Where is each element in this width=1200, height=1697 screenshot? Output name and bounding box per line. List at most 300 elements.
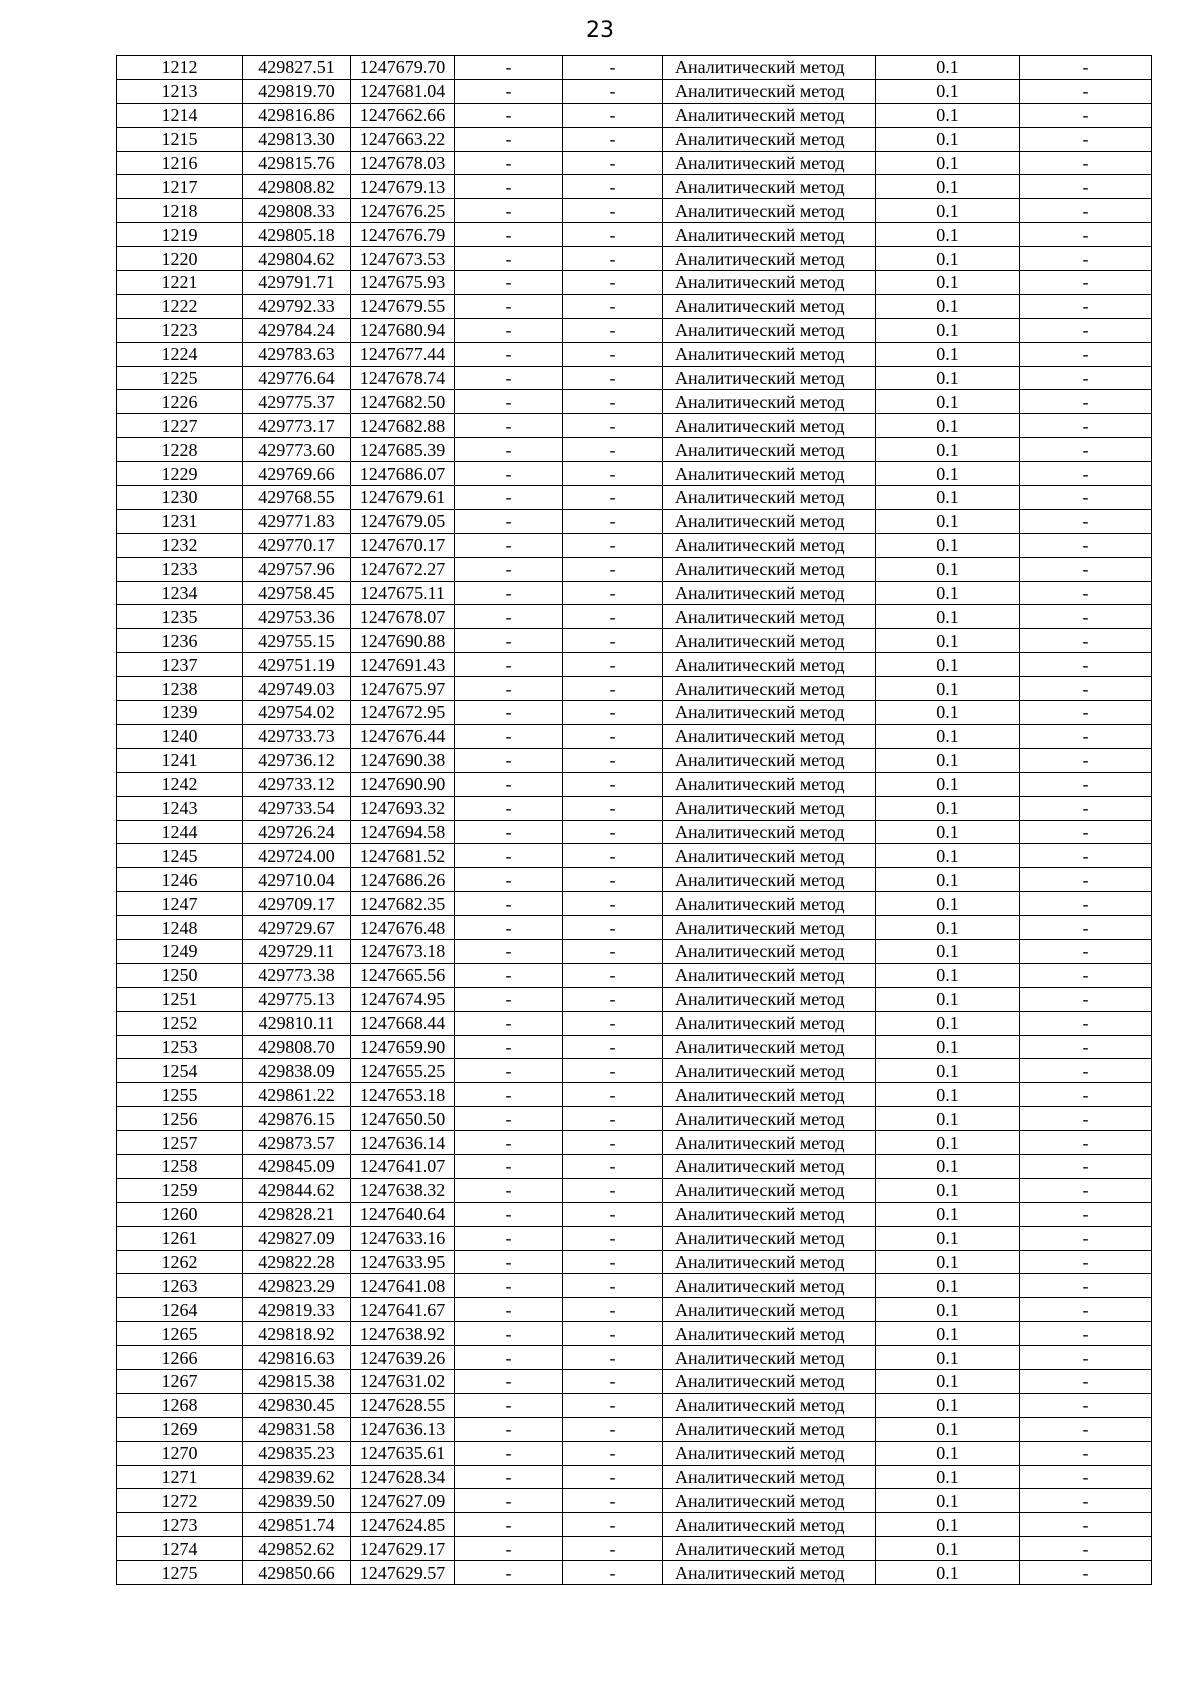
table-row <box>117 844 1152 868</box>
precision-cell: 0.1 <box>876 1154 1020 1178</box>
y-coordinate-cell: 1247665.56 <box>351 963 455 987</box>
empty-cell-a: - <box>455 56 563 80</box>
table-row <box>117 1154 1152 1178</box>
table-row <box>117 1226 1152 1250</box>
empty-cell-a: - <box>455 820 563 844</box>
empty-cell-a: - <box>455 127 563 151</box>
precision-cell: 0.1 <box>876 653 1020 677</box>
empty-cell-a: - <box>455 605 563 629</box>
empty-cell-b: - <box>563 79 663 103</box>
point-number-cell: 1223 <box>117 318 243 342</box>
table-row <box>117 868 1152 892</box>
x-coordinate-cell: 429733.73 <box>243 724 351 748</box>
x-coordinate-cell: 429736.12 <box>243 748 351 772</box>
point-number-cell: 1220 <box>117 247 243 271</box>
empty-cell-a: - <box>455 318 563 342</box>
x-coordinate-cell: 429813.30 <box>243 127 351 151</box>
y-coordinate-cell: 1247680.94 <box>351 318 455 342</box>
precision-cell: 0.1 <box>876 1202 1020 1226</box>
empty-cell-b: - <box>563 987 663 1011</box>
table-row <box>117 223 1152 247</box>
empty-cell-a: - <box>455 1011 563 1035</box>
y-coordinate-cell: 1247640.64 <box>351 1202 455 1226</box>
table-row <box>117 533 1152 557</box>
method-cell: Аналитический метод <box>663 509 876 533</box>
point-number-cell: 1254 <box>117 1059 243 1083</box>
x-coordinate-cell: 429773.38 <box>243 963 351 987</box>
y-coordinate-cell: 1247679.61 <box>351 486 455 510</box>
empty-cell-b: - <box>563 366 663 390</box>
empty-cell-c: - <box>1020 1202 1152 1226</box>
precision-cell: 0.1 <box>876 56 1020 80</box>
empty-cell-b: - <box>563 175 663 199</box>
table-row <box>117 1059 1152 1083</box>
empty-cell-a: - <box>455 1226 563 1250</box>
empty-cell-a: - <box>455 414 563 438</box>
empty-cell-c: - <box>1020 963 1152 987</box>
y-coordinate-cell: 1247681.52 <box>351 844 455 868</box>
empty-cell-a: - <box>455 1178 563 1202</box>
empty-cell-b: - <box>563 1011 663 1035</box>
point-number-cell: 1233 <box>117 557 243 581</box>
precision-cell: 0.1 <box>876 1513 1020 1537</box>
x-coordinate-cell: 429757.96 <box>243 557 351 581</box>
table-row <box>117 772 1152 796</box>
method-cell: Аналитический метод <box>663 1202 876 1226</box>
x-coordinate-cell: 429827.09 <box>243 1226 351 1250</box>
point-number-cell: 1270 <box>117 1441 243 1465</box>
empty-cell-a: - <box>455 79 563 103</box>
point-number-cell: 1214 <box>117 103 243 127</box>
table-row <box>117 677 1152 701</box>
point-number-cell: 1247 <box>117 892 243 916</box>
empty-cell-b: - <box>563 1083 663 1107</box>
method-cell: Аналитический метод <box>663 1537 876 1561</box>
table-row <box>117 1178 1152 1202</box>
point-number-cell: 1237 <box>117 653 243 677</box>
y-coordinate-cell: 1247641.07 <box>351 1154 455 1178</box>
method-cell: Аналитический метод <box>663 318 876 342</box>
y-coordinate-cell: 1247677.44 <box>351 342 455 366</box>
empty-cell-c: - <box>1020 987 1152 1011</box>
empty-cell-c: - <box>1020 509 1152 533</box>
method-cell: Аналитический метод <box>663 1131 876 1155</box>
point-number-cell: 1267 <box>117 1369 243 1393</box>
table-row <box>117 1322 1152 1346</box>
point-number-cell: 1272 <box>117 1489 243 1513</box>
empty-cell-a: - <box>455 294 563 318</box>
table-row <box>117 414 1152 438</box>
table-row <box>117 486 1152 510</box>
method-cell: Аналитический метод <box>663 1393 876 1417</box>
x-coordinate-cell: 429816.86 <box>243 103 351 127</box>
precision-cell: 0.1 <box>876 963 1020 987</box>
empty-cell-a: - <box>455 1059 563 1083</box>
point-number-cell: 1244 <box>117 820 243 844</box>
point-number-cell: 1228 <box>117 438 243 462</box>
x-coordinate-cell: 429808.70 <box>243 1035 351 1059</box>
x-coordinate-cell: 429810.11 <box>243 1011 351 1035</box>
precision-cell: 0.1 <box>876 1083 1020 1107</box>
table-row <box>117 724 1152 748</box>
point-number-cell: 1245 <box>117 844 243 868</box>
method-cell: Аналитический метод <box>663 748 876 772</box>
empty-cell-b: - <box>563 1250 663 1274</box>
precision-cell: 0.1 <box>876 916 1020 940</box>
precision-cell: 0.1 <box>876 294 1020 318</box>
table-row <box>117 1489 1152 1513</box>
empty-cell-a: - <box>455 772 563 796</box>
empty-cell-b: - <box>563 151 663 175</box>
x-coordinate-cell: 429773.17 <box>243 414 351 438</box>
precision-cell: 0.1 <box>876 724 1020 748</box>
point-number-cell: 1236 <box>117 629 243 653</box>
method-cell: Аналитический метод <box>663 1346 876 1370</box>
precision-cell: 0.1 <box>876 390 1020 414</box>
point-number-cell: 1260 <box>117 1202 243 1226</box>
empty-cell-c: - <box>1020 1298 1152 1322</box>
table-row <box>117 916 1152 940</box>
point-number-cell: 1268 <box>117 1393 243 1417</box>
table-row <box>117 963 1152 987</box>
method-cell: Аналитический метод <box>663 1489 876 1513</box>
x-coordinate-cell: 429753.36 <box>243 605 351 629</box>
method-cell: Аналитический метод <box>663 127 876 151</box>
precision-cell: 0.1 <box>876 1226 1020 1250</box>
empty-cell-c: - <box>1020 1154 1152 1178</box>
point-number-cell: 1215 <box>117 127 243 151</box>
empty-cell-a: - <box>455 271 563 295</box>
empty-cell-b: - <box>563 868 663 892</box>
empty-cell-c: - <box>1020 486 1152 510</box>
x-coordinate-cell: 429845.09 <box>243 1154 351 1178</box>
empty-cell-b: - <box>563 1035 663 1059</box>
precision-cell: 0.1 <box>876 342 1020 366</box>
empty-cell-a: - <box>455 151 563 175</box>
empty-cell-c: - <box>1020 438 1152 462</box>
empty-cell-b: - <box>563 1537 663 1561</box>
empty-cell-b: - <box>563 629 663 653</box>
empty-cell-c: - <box>1020 271 1152 295</box>
x-coordinate-cell: 429783.63 <box>243 342 351 366</box>
empty-cell-a: - <box>455 653 563 677</box>
x-coordinate-cell: 429733.12 <box>243 772 351 796</box>
precision-cell: 0.1 <box>876 820 1020 844</box>
precision-cell: 0.1 <box>876 987 1020 1011</box>
method-cell: Аналитический метод <box>663 199 876 223</box>
precision-cell: 0.1 <box>876 247 1020 271</box>
point-number-cell: 1218 <box>117 199 243 223</box>
empty-cell-b: - <box>563 1059 663 1083</box>
empty-cell-a: - <box>455 1154 563 1178</box>
y-coordinate-cell: 1247663.22 <box>351 127 455 151</box>
empty-cell-c: - <box>1020 1274 1152 1298</box>
empty-cell-a: - <box>455 438 563 462</box>
empty-cell-c: - <box>1020 748 1152 772</box>
y-coordinate-cell: 1247628.55 <box>351 1393 455 1417</box>
empty-cell-c: - <box>1020 892 1152 916</box>
empty-cell-c: - <box>1020 1250 1152 1274</box>
x-coordinate-cell: 429819.33 <box>243 1298 351 1322</box>
table-row <box>117 892 1152 916</box>
y-coordinate-cell: 1247678.03 <box>351 151 455 175</box>
point-number-cell: 1227 <box>117 414 243 438</box>
table-row <box>117 151 1152 175</box>
table-row <box>117 390 1152 414</box>
empty-cell-c: - <box>1020 151 1152 175</box>
table-row <box>117 509 1152 533</box>
empty-cell-a: - <box>455 199 563 223</box>
precision-cell: 0.1 <box>876 1489 1020 1513</box>
method-cell: Аналитический метод <box>663 1465 876 1489</box>
point-number-cell: 1248 <box>117 916 243 940</box>
y-coordinate-cell: 1247636.13 <box>351 1417 455 1441</box>
empty-cell-b: - <box>563 1274 663 1298</box>
y-coordinate-cell: 1247655.25 <box>351 1059 455 1083</box>
empty-cell-b: - <box>563 1561 663 1585</box>
empty-cell-b: - <box>563 796 663 820</box>
empty-cell-b: - <box>563 1346 663 1370</box>
precision-cell: 0.1 <box>876 677 1020 701</box>
table-row <box>117 1083 1152 1107</box>
table-row <box>117 1513 1152 1537</box>
empty-cell-b: - <box>563 247 663 271</box>
empty-cell-a: - <box>455 1465 563 1489</box>
y-coordinate-cell: 1247682.50 <box>351 390 455 414</box>
y-coordinate-cell: 1247676.25 <box>351 199 455 223</box>
method-cell: Аналитический метод <box>663 294 876 318</box>
coordinates-table <box>116 55 1152 1585</box>
x-coordinate-cell: 429754.02 <box>243 701 351 725</box>
empty-cell-c: - <box>1020 1393 1152 1417</box>
empty-cell-b: - <box>563 1202 663 1226</box>
y-coordinate-cell: 1247690.90 <box>351 772 455 796</box>
empty-cell-c: - <box>1020 820 1152 844</box>
precision-cell: 0.1 <box>876 1369 1020 1393</box>
point-number-cell: 1221 <box>117 271 243 295</box>
empty-cell-a: - <box>455 1537 563 1561</box>
empty-cell-c: - <box>1020 939 1152 963</box>
empty-cell-a: - <box>455 342 563 366</box>
empty-cell-b: - <box>563 916 663 940</box>
method-cell: Аналитический метод <box>663 1250 876 1274</box>
precision-cell: 0.1 <box>876 629 1020 653</box>
y-coordinate-cell: 1247650.50 <box>351 1107 455 1131</box>
precision-cell: 0.1 <box>876 462 1020 486</box>
method-cell: Аналитический метод <box>663 1226 876 1250</box>
method-cell: Аналитический метод <box>663 772 876 796</box>
empty-cell-c: - <box>1020 796 1152 820</box>
x-coordinate-cell: 429804.62 <box>243 247 351 271</box>
point-number-cell: 1273 <box>117 1513 243 1537</box>
table-row <box>117 199 1152 223</box>
precision-cell: 0.1 <box>876 796 1020 820</box>
empty-cell-c: - <box>1020 1369 1152 1393</box>
table-row <box>117 247 1152 271</box>
empty-cell-c: - <box>1020 1131 1152 1155</box>
x-coordinate-cell: 429844.62 <box>243 1178 351 1202</box>
y-coordinate-cell: 1247675.11 <box>351 581 455 605</box>
x-coordinate-cell: 429729.11 <box>243 939 351 963</box>
x-coordinate-cell: 429876.15 <box>243 1107 351 1131</box>
method-cell: Аналитический метод <box>663 557 876 581</box>
y-coordinate-cell: 1247682.88 <box>351 414 455 438</box>
empty-cell-b: - <box>563 1417 663 1441</box>
empty-cell-a: - <box>455 892 563 916</box>
empty-cell-a: - <box>455 629 563 653</box>
x-coordinate-cell: 429815.76 <box>243 151 351 175</box>
precision-cell: 0.1 <box>876 1537 1020 1561</box>
empty-cell-a: - <box>455 1369 563 1393</box>
y-coordinate-cell: 1247672.95 <box>351 701 455 725</box>
precision-cell: 0.1 <box>876 175 1020 199</box>
empty-cell-c: - <box>1020 1178 1152 1202</box>
empty-cell-b: - <box>563 963 663 987</box>
y-coordinate-cell: 1247635.61 <box>351 1441 455 1465</box>
x-coordinate-cell: 429724.00 <box>243 844 351 868</box>
precision-cell: 0.1 <box>876 127 1020 151</box>
empty-cell-b: - <box>563 294 663 318</box>
x-coordinate-cell: 429776.64 <box>243 366 351 390</box>
x-coordinate-cell: 429775.37 <box>243 390 351 414</box>
point-number-cell: 1271 <box>117 1465 243 1489</box>
point-number-cell: 1240 <box>117 724 243 748</box>
method-cell: Аналитический метод <box>663 724 876 748</box>
precision-cell: 0.1 <box>876 151 1020 175</box>
y-coordinate-cell: 1247690.88 <box>351 629 455 653</box>
empty-cell-b: - <box>563 844 663 868</box>
y-coordinate-cell: 1247633.16 <box>351 1226 455 1250</box>
method-cell: Аналитический метод <box>663 701 876 725</box>
empty-cell-a: - <box>455 916 563 940</box>
point-number-cell: 1219 <box>117 223 243 247</box>
method-cell: Аналитический метод <box>663 390 876 414</box>
empty-cell-a: - <box>455 987 563 1011</box>
empty-cell-a: - <box>455 1489 563 1513</box>
precision-cell: 0.1 <box>876 557 1020 581</box>
empty-cell-c: - <box>1020 1441 1152 1465</box>
empty-cell-c: - <box>1020 701 1152 725</box>
empty-cell-c: - <box>1020 1513 1152 1537</box>
x-coordinate-cell: 429758.45 <box>243 581 351 605</box>
x-coordinate-cell: 429751.19 <box>243 653 351 677</box>
coordinates-table-body <box>117 56 1152 1585</box>
method-cell: Аналитический метод <box>663 677 876 701</box>
empty-cell-a: - <box>455 701 563 725</box>
empty-cell-a: - <box>455 247 563 271</box>
method-cell: Аналитический метод <box>663 366 876 390</box>
table-row <box>117 1346 1152 1370</box>
x-coordinate-cell: 429823.29 <box>243 1274 351 1298</box>
table-row <box>117 1202 1152 1226</box>
empty-cell-b: - <box>563 533 663 557</box>
empty-cell-b: - <box>563 271 663 295</box>
x-coordinate-cell: 429818.92 <box>243 1322 351 1346</box>
point-number-cell: 1264 <box>117 1298 243 1322</box>
x-coordinate-cell: 429851.74 <box>243 1513 351 1537</box>
empty-cell-a: - <box>455 1513 563 1537</box>
table-row <box>117 1537 1152 1561</box>
empty-cell-b: - <box>563 103 663 127</box>
method-cell: Аналитический метод <box>663 414 876 438</box>
empty-cell-c: - <box>1020 462 1152 486</box>
precision-cell: 0.1 <box>876 103 1020 127</box>
precision-cell: 0.1 <box>876 486 1020 510</box>
point-number-cell: 1246 <box>117 868 243 892</box>
empty-cell-c: - <box>1020 414 1152 438</box>
y-coordinate-cell: 1247691.43 <box>351 653 455 677</box>
empty-cell-a: - <box>455 1393 563 1417</box>
empty-cell-c: - <box>1020 868 1152 892</box>
empty-cell-b: - <box>563 1226 663 1250</box>
table-row <box>117 79 1152 103</box>
empty-cell-c: - <box>1020 103 1152 127</box>
empty-cell-b: - <box>563 653 663 677</box>
empty-cell-b: - <box>563 1489 663 1513</box>
precision-cell: 0.1 <box>876 1393 1020 1417</box>
empty-cell-b: - <box>563 939 663 963</box>
method-cell: Аналитический метод <box>663 939 876 963</box>
point-number-cell: 1261 <box>117 1226 243 1250</box>
empty-cell-a: - <box>455 103 563 127</box>
precision-cell: 0.1 <box>876 199 1020 223</box>
page-number: 23 <box>586 18 614 43</box>
empty-cell-a: - <box>455 1107 563 1131</box>
method-cell: Аналитический метод <box>663 1107 876 1131</box>
empty-cell-b: - <box>563 1298 663 1322</box>
y-coordinate-cell: 1247672.27 <box>351 557 455 581</box>
table-row <box>117 581 1152 605</box>
empty-cell-c: - <box>1020 175 1152 199</box>
point-number-cell: 1263 <box>117 1274 243 1298</box>
point-number-cell: 1238 <box>117 677 243 701</box>
empty-cell-a: - <box>455 1298 563 1322</box>
precision-cell: 0.1 <box>876 1465 1020 1489</box>
method-cell: Аналитический метод <box>663 1059 876 1083</box>
x-coordinate-cell: 429873.57 <box>243 1131 351 1155</box>
precision-cell: 0.1 <box>876 1274 1020 1298</box>
empty-cell-b: - <box>563 56 663 80</box>
y-coordinate-cell: 1247662.66 <box>351 103 455 127</box>
y-coordinate-cell: 1247629.17 <box>351 1537 455 1561</box>
method-cell: Аналитический метод <box>663 892 876 916</box>
point-number-cell: 1256 <box>117 1107 243 1131</box>
method-cell: Аналитический метод <box>663 1441 876 1465</box>
table-row <box>117 127 1152 151</box>
precision-cell: 0.1 <box>876 366 1020 390</box>
x-coordinate-cell: 429815.38 <box>243 1369 351 1393</box>
y-coordinate-cell: 1247682.35 <box>351 892 455 916</box>
method-cell: Аналитический метод <box>663 629 876 653</box>
point-number-cell: 1250 <box>117 963 243 987</box>
precision-cell: 0.1 <box>876 868 1020 892</box>
empty-cell-a: - <box>455 1274 563 1298</box>
empty-cell-a: - <box>455 963 563 987</box>
point-number-cell: 1259 <box>117 1178 243 1202</box>
table-row <box>117 1035 1152 1059</box>
precision-cell: 0.1 <box>876 79 1020 103</box>
precision-cell: 0.1 <box>876 1417 1020 1441</box>
empty-cell-a: - <box>455 677 563 701</box>
method-cell: Аналитический метод <box>663 486 876 510</box>
table-row <box>117 1417 1152 1441</box>
y-coordinate-cell: 1247639.26 <box>351 1346 455 1370</box>
empty-cell-c: - <box>1020 1059 1152 1083</box>
table-row <box>117 987 1152 1011</box>
y-coordinate-cell: 1247638.92 <box>351 1322 455 1346</box>
method-cell: Аналитический метод <box>663 223 876 247</box>
empty-cell-a: - <box>455 1250 563 1274</box>
